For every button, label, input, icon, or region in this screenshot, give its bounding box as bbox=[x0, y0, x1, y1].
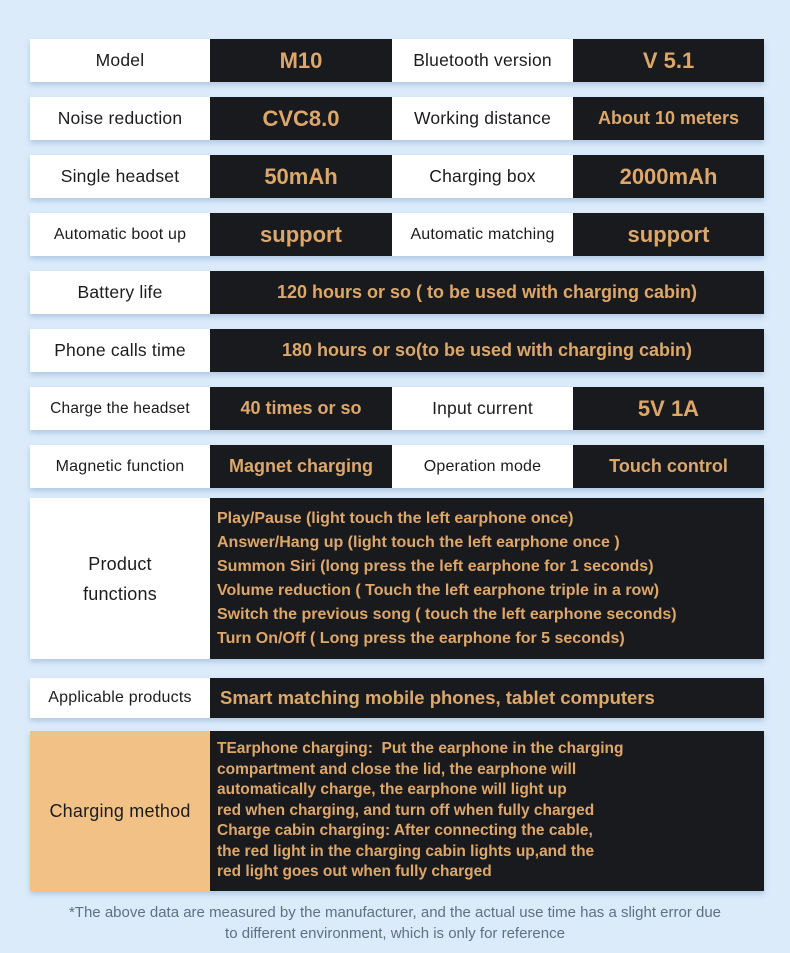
model-value: M10 bbox=[210, 39, 392, 82]
working-distance-value: About 10 meters bbox=[573, 97, 764, 140]
charge-headset-label: Charge the headset bbox=[30, 387, 210, 430]
function-line-play-pause: Play/Pause (light touch the left earphone once) bbox=[217, 509, 574, 527]
charging-line-5: Charge cabin charging: After connecting the cable, bbox=[217, 822, 593, 840]
row-applicable-products bbox=[30, 678, 764, 718]
phone-calls-value: 180 hours or so(to be used with charging cabin) bbox=[210, 329, 764, 372]
phone-calls-label: Phone calls time bbox=[30, 329, 210, 372]
row-noise-distance bbox=[30, 97, 764, 140]
disclaimer-line-2: to different environment, which is only for reference bbox=[225, 924, 565, 942]
function-line-summon-siri: Summon Siri (long press the left earphone for 1 seconds) bbox=[217, 557, 654, 575]
auto-matching-label: Automatic matching bbox=[392, 213, 573, 256]
battery-life-value: 120 hours or so ( to be used with charging cabin) bbox=[210, 271, 764, 314]
charging-line-1: TEarphone charging: Put the earphone in the charging bbox=[217, 739, 624, 757]
working-distance-label: Working distance bbox=[392, 97, 573, 140]
row-charging-method bbox=[30, 731, 764, 891]
bluetooth-version-label: Bluetooth version bbox=[392, 39, 573, 82]
charging-line-3: automatically charge, the earphone will light up bbox=[217, 781, 567, 799]
charging-method-label: Charging method bbox=[30, 731, 210, 891]
operation-mode-label: Operation mode bbox=[392, 445, 573, 488]
product-functions-value bbox=[210, 498, 764, 659]
input-current-value: 5V 1A bbox=[573, 387, 764, 430]
row-magnetic-operation bbox=[30, 445, 764, 488]
charging-line-4: red when charging, and turn off when fully charged bbox=[217, 801, 595, 819]
row-bootup-matching bbox=[30, 213, 764, 256]
row-model-bluetooth bbox=[30, 39, 764, 82]
charge-headset-value: 40 times or so bbox=[210, 387, 392, 430]
auto-matching-value: support bbox=[573, 213, 764, 256]
function-line-volume-reduction: Volume reduction ( Touch the left earphone triple in a row) bbox=[217, 581, 660, 599]
bluetooth-version-value: V 5.1 bbox=[573, 39, 764, 82]
row-battery-life bbox=[30, 271, 764, 314]
charging-box-value: 2000mAh bbox=[573, 155, 764, 198]
noise-reduction-label: Noise reduction bbox=[30, 97, 210, 140]
battery-life-label: Battery life bbox=[30, 271, 210, 314]
magnetic-function-label: Magnetic function bbox=[30, 445, 210, 488]
row-phone-calls bbox=[30, 329, 764, 372]
auto-bootup-value: support bbox=[210, 213, 392, 256]
single-headset-value: 50mAh bbox=[210, 155, 392, 198]
row-charge-input bbox=[30, 387, 764, 430]
auto-bootup-label: Automatic boot up bbox=[30, 213, 210, 256]
single-headset-label: Single headset bbox=[30, 155, 210, 198]
applicable-products-label: Applicable products bbox=[30, 678, 210, 718]
function-line-answer-hangup: Answer/Hang up (light touch the left earphone once ) bbox=[217, 533, 620, 551]
input-current-label: Input current bbox=[392, 387, 573, 430]
product-functions-label-line1: Product bbox=[88, 553, 152, 574]
noise-reduction-value: CVC8.0 bbox=[210, 97, 392, 140]
product-functions-label-line2: functions bbox=[83, 583, 157, 604]
charging-line-6: the red light in the charging cabin lights up,and the bbox=[217, 842, 595, 860]
charging-line-2: compartment and close the lid, the earphone will bbox=[217, 760, 577, 778]
product-functions-label bbox=[30, 498, 210, 659]
row-headset-chargingbox bbox=[30, 155, 764, 198]
applicable-products-value: Smart matching mobile phones, tablet computers bbox=[210, 678, 764, 718]
function-line-switch-song: Switch the previous song ( touch the left earphone seconds) bbox=[217, 605, 677, 623]
disclaimer-line-1: *The above data are measured by the manufacturer, and the actual use time has a slight error due bbox=[68, 904, 722, 921]
row-product-functions bbox=[30, 498, 764, 659]
charging-line-7: red light goes out when fully charged bbox=[217, 863, 492, 881]
function-line-turn-onoff: Turn On/Off ( Long press the earphone for 5 seconds) bbox=[217, 629, 625, 647]
charging-method-value bbox=[210, 731, 764, 891]
charging-box-label: Charging box bbox=[392, 155, 573, 198]
operation-mode-value: Touch control bbox=[573, 445, 764, 488]
magnetic-function-value: Magnet charging bbox=[210, 445, 392, 488]
disclaimer bbox=[23, 903, 767, 944]
model-label: Model bbox=[30, 39, 210, 82]
